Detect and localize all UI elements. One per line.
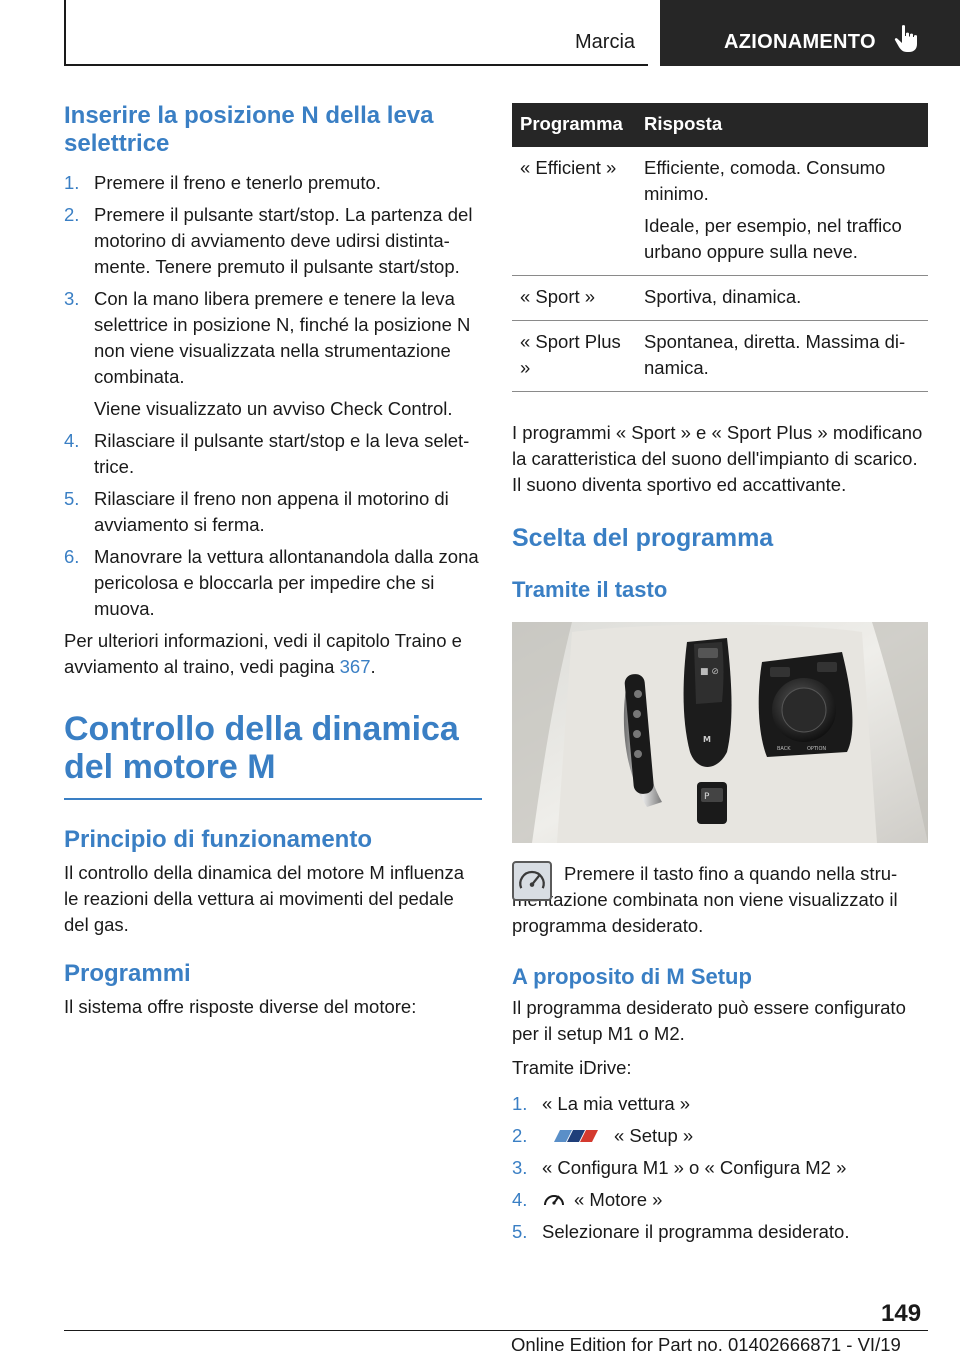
svg-text:P: P: [704, 792, 710, 802]
header-tab-label: AZIONAMENTO: [724, 31, 876, 53]
programs-title: Programmi: [64, 960, 191, 987]
tip-text: Premere il tasto fino a quando nella strumentazione combinata non viene visualizzato il programma desiderato.: [512, 863, 898, 936]
steps-list-neutral-cont: [64, 428, 482, 622]
center-console-image: [512, 622, 928, 843]
chapter-divider: [64, 798, 482, 800]
left-column: [64, 102, 482, 1020]
right-column: [512, 103, 928, 1245]
table-header-program: Programma: [512, 103, 636, 147]
table-row: [512, 147, 928, 276]
select-title: Scelta del programma: [512, 524, 774, 552]
table-header-response: Risposta: [636, 103, 928, 147]
page-link[interactable]: 367: [339, 656, 371, 677]
gauge-icon: [512, 861, 552, 901]
option-button-label: OPTION: [807, 746, 827, 752]
tip-block: [512, 861, 928, 939]
pointing-hand-icon: [893, 24, 921, 54]
section-title-neutral: Inserire la posizione N della leva selettrice: [64, 102, 434, 157]
list-item: 1. « La mia vettura »: [512, 1093, 691, 1114]
table-cell-response: Spontanea, diretta. Massima dinamica.: [636, 321, 928, 392]
list-item: 5. Rilasciare il freno non appena il motorino di avviamento si ferma.: [64, 488, 449, 535]
table-cell-program: « Sport »: [512, 276, 636, 321]
footer-edition: Online Edition for Part no. 01402666871 - VI/19: [511, 1334, 901, 1355]
footer-divider: [64, 1330, 928, 1331]
list-item: 2. Premere il pulsante start/stop. La partenza del motorino di avviamento deve udirsi distintamente. Tenere premuto il pulsante start/stop.: [64, 204, 473, 277]
more-info-text: Per ulteriori informazioni, vedi il capitolo Traino e avviamento al traino, vedi pagina 367.: [64, 630, 462, 677]
programs-text: Il sistema offre risposte diverse del motore:: [64, 996, 417, 1017]
list-item: 6. Manovrare la vettura allontanandola dalla zona pericolosa e bloccarla per impedire che si muova.: [64, 546, 479, 619]
header-section-label: Marcia: [575, 31, 636, 53]
table-header-row: [512, 103, 928, 147]
svg-text:■ ⊘: ■ ⊘: [700, 667, 719, 677]
sound-text: I programmi « Sport » e « Sport Plus » modificano la caratteristica del suono dell'impianto di scarico. Il suono diventa sportivo ed accattivante.: [512, 422, 923, 495]
table-row: [512, 276, 928, 321]
table-cell-response: Sportiva, dinamica.: [636, 276, 928, 321]
table-row: [512, 321, 928, 392]
list-item: 1. Premere il freno e tenerlo premuto.: [64, 172, 381, 193]
page-number: 149: [881, 1300, 922, 1327]
principle-text: Il controllo della dinamica del motore M influenza le reazioni della vettura ai movimenti del pedale del gas.: [64, 862, 465, 935]
idrive-label: Tramite iDrive:: [512, 1057, 632, 1078]
list-item: 4. Rilasciare il pulsante start/stop e la leva selettrice.: [64, 430, 470, 477]
table-cell-program: « Sport Plus »: [512, 321, 636, 392]
setup-steps-list: [512, 1091, 928, 1245]
list-item: 5. Selezionare il programma desiderato.: [512, 1221, 850, 1242]
header-frame: [64, 0, 648, 66]
list-item: 3. « Configura M1 » o « Configura M2 »: [512, 1157, 847, 1178]
steps-list-neutral: [64, 170, 482, 390]
setup-text: Il programma desiderato può essere configurato per il setup M1 o M2.: [512, 997, 906, 1044]
list-item: 2. « Setup »: [512, 1125, 694, 1146]
list-item: 3. Con la mano libera premere e tenere la leva selettrice in posizione N, finché la posizione N non viene visualizzata nella strumentazione combinata.: [64, 288, 471, 387]
table-cell-response: Efficiente, comoda. Consumo minimo. Ideale, per esempio, nel traffico urbano oppure sulla neve.: [636, 147, 928, 276]
svg-text:M: M: [703, 735, 711, 744]
button-title: Tramite il tasto: [512, 577, 668, 602]
m-stripes-icon: [552, 1128, 608, 1144]
chapter-title: Controllo della dinamica del motore M: [64, 710, 459, 786]
principle-title: Principio di funzionamento: [64, 826, 372, 853]
list-item: 4. « Motore »: [512, 1189, 663, 1210]
table-cell-program: « Efficient »: [512, 147, 636, 276]
back-button-label: BACK: [777, 746, 791, 752]
setup-title: A proposito di M Setup: [512, 964, 752, 989]
speedometer-icon: [542, 1189, 566, 1209]
step-note: Viene visualizzato un avviso Check Control.: [94, 398, 453, 419]
programs-table: [512, 103, 928, 392]
